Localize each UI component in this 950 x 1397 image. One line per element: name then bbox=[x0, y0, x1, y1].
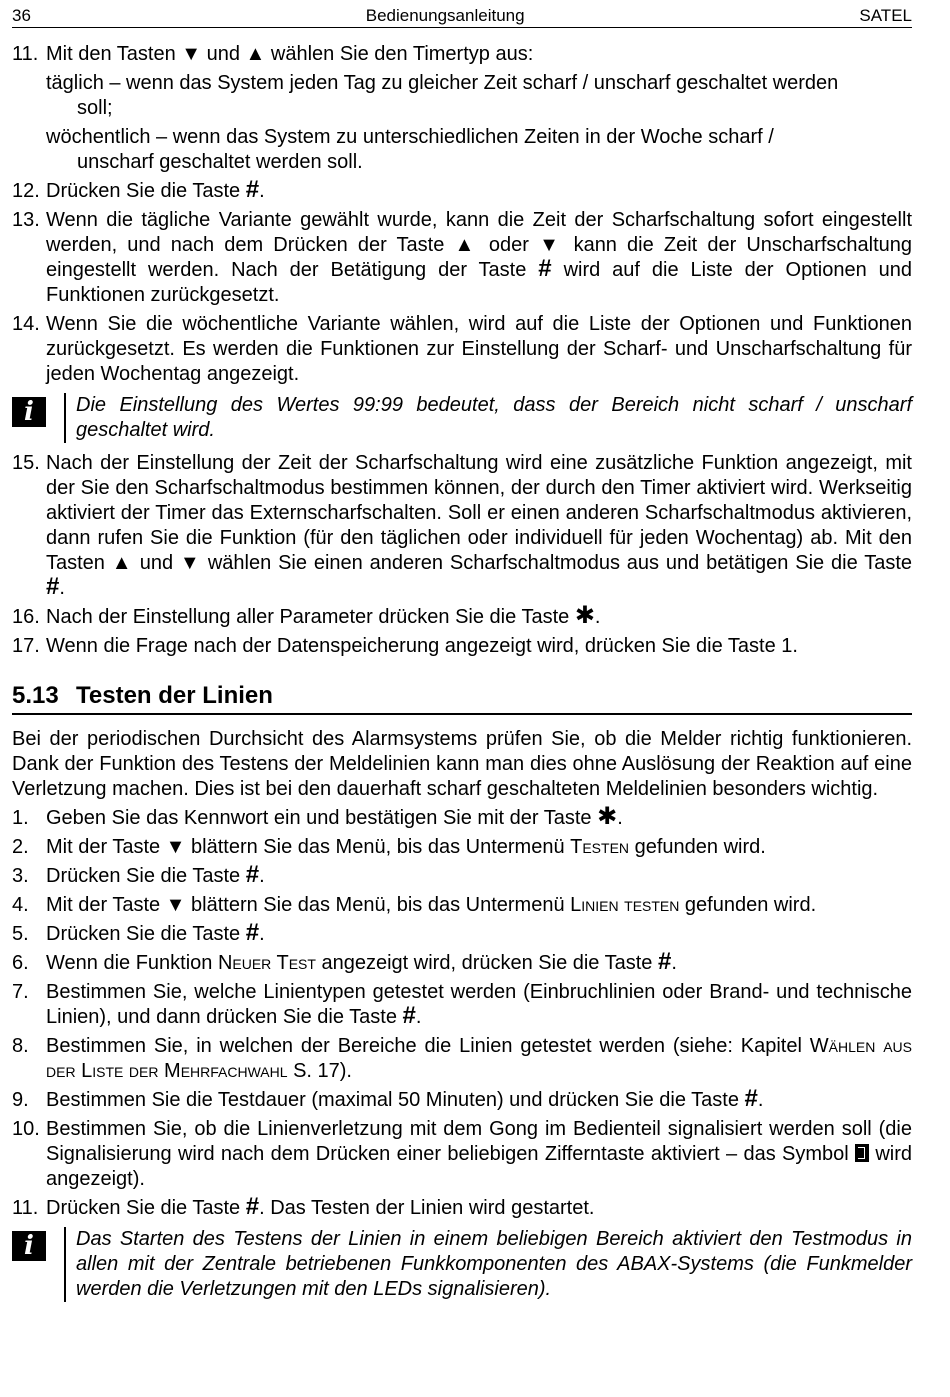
header-title: Bedienungsanleitung bbox=[365, 6, 525, 25]
timer-type-weekly: wöchentlich – wenn das System zu unterschiedlichen Zeiten in der Woche scharf / unscharf geschaltet werden soll. bbox=[46, 126, 774, 173]
hash-key-icon: # bbox=[538, 255, 552, 282]
hash-key-icon: # bbox=[658, 948, 672, 975]
step-text: Nach der Einstellung aller Parameter drücken Sie die Taste ✱. bbox=[46, 602, 601, 629]
list-item: 5. Drücken Sie die Taste #. bbox=[12, 919, 265, 946]
hash-key-icon: # bbox=[245, 1193, 260, 1220]
step-number: 14. bbox=[12, 313, 40, 335]
list-item bbox=[12, 176, 912, 204]
list-item bbox=[12, 42, 912, 67]
gong-symbol-icon bbox=[855, 1144, 869, 1162]
star-key-icon: ✱ bbox=[574, 602, 595, 629]
step-text: Wenn Sie die wöchentliche Variante wählen, wird auf die Liste der Optionen und Funktionen zurückgesetzt. Es werden die Funktionen zur Einstellung der Scharf- und Unscharfschaltung für jeden Wochentag angezeigt. bbox=[46, 313, 912, 385]
list-item: 7. Bestimmen Sie, welche Linientypen getestet werden (Einbruchlinien oder Brand- und technische Linien), und dann drücken Sie die Taste #. bbox=[12, 981, 912, 1029]
timer-steps-continued bbox=[12, 451, 912, 659]
note-text: Das Starten des Testens der Linien in einem beliebigen Bereich aktiviert den Testmodus in allen mit der Zentrale betriebenen Funkkomponenten des ABAX-Systems (die Funkmelder werden die Verletzungen mit den LEDs signalisieren). bbox=[76, 1228, 912, 1300]
hash-key-icon: # bbox=[245, 861, 260, 888]
note-text: Die Einstellung des Wertes 99:99 bedeutet, dass der Bereich nicht scharf / unscharf geschaltet wird. bbox=[76, 394, 912, 441]
list-item: 2. Mit der Taste ▼ blättern Sie das Menü, bis das Untermenü Testen gefunden wird. bbox=[12, 836, 766, 858]
list-item: 9. Bestimmen Sie die Testdauer (maximal 50 Minuten) und drücken Sie die Taste #. bbox=[12, 1085, 764, 1112]
list-item: 6. Wenn die Funktion Neuer Test angezeigt wird, drücken Sie die Taste #. bbox=[12, 948, 677, 975]
timer-type-daily: täglich – wenn das System jeden Tag zu gleicher Zeit scharf / unscharf geschaltet werden soll; bbox=[46, 72, 839, 119]
menu-name: Testen bbox=[570, 836, 630, 858]
hash-key-icon: # bbox=[402, 1002, 416, 1029]
note-divider bbox=[64, 393, 66, 443]
list-item bbox=[12, 634, 912, 659]
list-item bbox=[12, 602, 912, 630]
step-number: 12. bbox=[12, 180, 40, 202]
info-icon: i bbox=[12, 397, 46, 427]
step-number: 16. bbox=[12, 606, 40, 628]
step-number: 15. bbox=[12, 452, 40, 474]
step-number: 17. bbox=[12, 635, 40, 657]
step-text: Drücken Sie die Taste #. bbox=[46, 176, 265, 203]
star-key-icon: ✱ bbox=[597, 803, 618, 830]
list-item: 11. Drücken Sie die Taste #. Das Testen der Linien wird gestartet. bbox=[12, 1193, 595, 1220]
list-item: 10. Bestimmen Sie, ob die Linienverletzung mit dem Gong im Bedienteil signalisiert werden soll (die Signalisierung wird nach dem Drücken einer beliebigen Zifferntaste aktiviert – das Symbol wird angezeigt). bbox=[12, 1118, 912, 1190]
hash-key-icon: # bbox=[46, 573, 60, 600]
intro-paragraph: Bei der periodischen Durchsicht des Alarmsystems prüfen Sie, ob die Melder richtig funktionieren. Dank der Funktion des Testens der Meldelinien kann man dies ohne Auslösung der Reaktion auf eine Verletzung machen. Dies ist bei den dauerhaft scharf geschalteten Meldelinien besonders wichtig. bbox=[12, 728, 912, 800]
note-divider bbox=[64, 1227, 66, 1302]
page-header bbox=[12, 6, 912, 28]
manual-page bbox=[12, 6, 912, 1310]
step-text: Wenn die tägliche Variante gewählt wurde, kann die Zeit der Scharfschaltung sofort eingestellt werden, und nach dem Drücken der Taste ▲ oder ▼ kann die Zeit der Unscharfschaltung eingestellt werden. Nach der Betätigung der Taste # wird auf die Liste der Optionen und Funktionen zurückgesetzt. bbox=[46, 209, 912, 306]
info-icon: i bbox=[12, 1231, 46, 1261]
page-number: 36 bbox=[12, 6, 31, 25]
timer-steps bbox=[12, 42, 912, 387]
hash-key-icon: # bbox=[245, 919, 260, 946]
hash-key-icon: # bbox=[744, 1085, 758, 1112]
list-item bbox=[12, 451, 912, 601]
list-item: 4. Mit der Taste ▼ blättern Sie das Menü, bis das Untermenü Linien testen gefunden wird. bbox=[12, 894, 817, 916]
step-number: 13. bbox=[12, 209, 40, 231]
menu-name: Linien testen bbox=[570, 894, 680, 916]
test-steps bbox=[12, 803, 913, 1221]
section-heading bbox=[12, 681, 912, 715]
list-item bbox=[12, 208, 912, 308]
list-item: 3. Drücken Sie die Taste #. bbox=[12, 861, 265, 888]
section-number: 5.13 bbox=[12, 682, 59, 709]
step-text: Wenn die Frage nach der Datenspeicherung angezeigt wird, drücken Sie die Taste 1. bbox=[46, 635, 798, 657]
list-item bbox=[12, 312, 912, 387]
menu-name: Neuer Test bbox=[217, 952, 316, 974]
info-note bbox=[12, 1227, 912, 1302]
info-note bbox=[12, 393, 912, 443]
step-text: Mit den Tasten ▼ und ▲ wählen Sie den Timertyp aus: bbox=[46, 43, 534, 65]
header-brand: SATEL bbox=[859, 6, 912, 25]
list-item: 1. Geben Sie das Kennwort ein und bestätigen Sie mit der Taste ✱. bbox=[12, 803, 623, 830]
step-text: Nach der Einstellung der Zeit der Scharfschaltung wird eine zusätzliche Funktion angezeigt, mit der Sie den Scharfschaltmodus bestimmen können, der durch den Timer aktiviert wird. Werkseitig aktiviert der Timer das Externscharfschalten. Soll er einen anderen Scharfschaltmodus aktivieren, dann rufen Sie die Funktion (für den täglichen oder individuell für jeden Wochentag) ab. Mit den Tasten ▲ und ▼ wählen Sie einen anderen Scharfschaltmodus aus und betätigen Sie die Taste #. bbox=[46, 452, 912, 600]
hash-key-icon: # bbox=[245, 176, 260, 203]
chapter-reference: Wählen aus der Liste der Mehrfachwahl bbox=[46, 1035, 913, 1082]
section-title: Testen der Linien bbox=[76, 682, 273, 709]
list-item: 8. Bestimmen Sie, in welchen der Bereiche die Linien getestet werden (siehe: Kapitel Wählen aus der Liste der Mehrfachwahl S. 17). bbox=[12, 1035, 913, 1082]
step-number: 11. bbox=[12, 43, 39, 65]
